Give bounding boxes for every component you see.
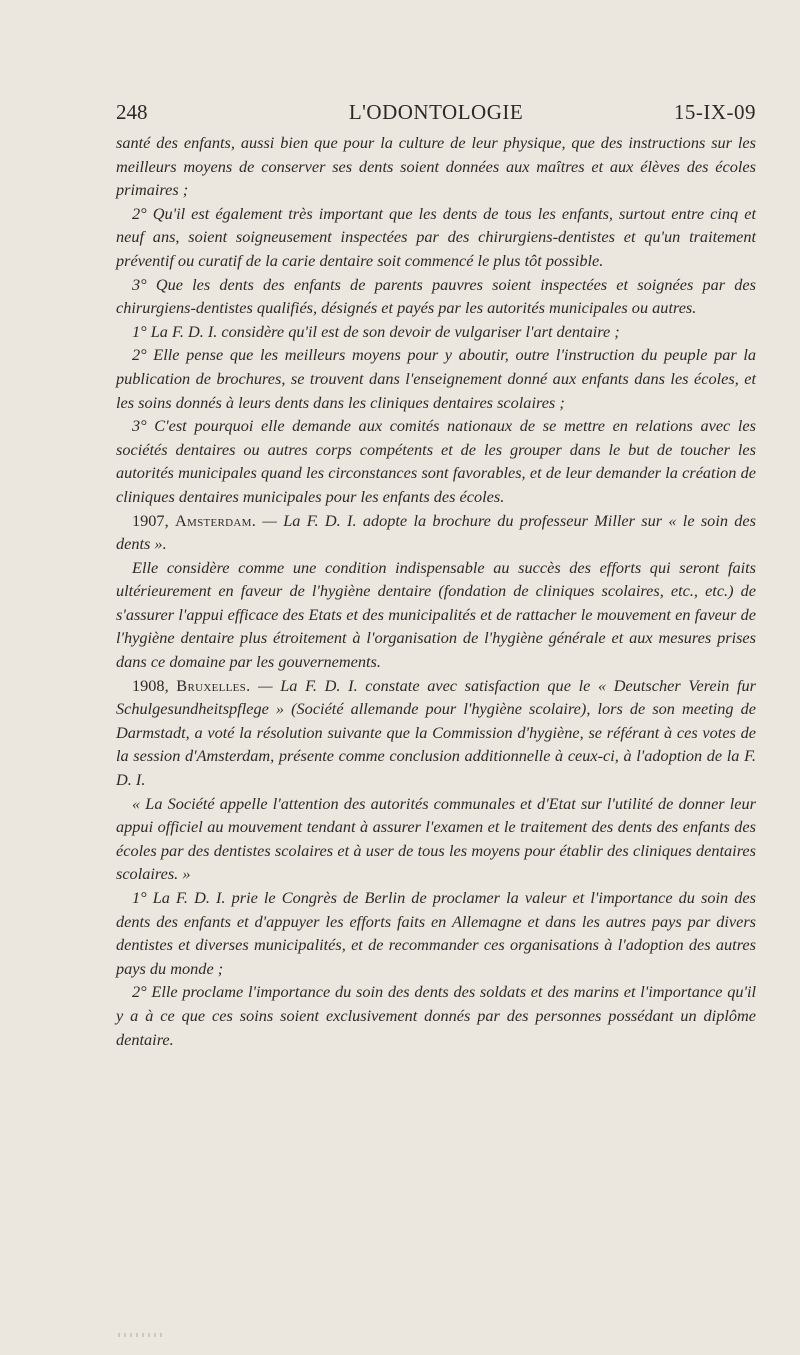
place-name: Amsterdam.: [174, 510, 257, 530]
paragraph-text: — La F. D. I. adopte la brochure du professeur Miller sur « le soin des dents ».: [116, 510, 756, 554]
paragraph: 3° C'est pourquoi elle demande aux comités nationaux de se mettre en relations avec les sociétés dentaires ou autres corps compétents et de les grouper dans le but de toucher les autorités municipales quand les circonstances sont favorables, et de leur demander la création de cliniques dentaires municipales pour les enfants des écoles.: [116, 416, 756, 506]
body-text: [116, 131, 756, 1051]
paragraph: 3° Que les dents des enfants de parents pauvres soient inspectées et soignées par des chirurgiens-dentistes qualifiés, désignés et payés par les autorités municipales ou autres.: [116, 274, 756, 318]
paragraph: santé des enfants, aussi bien que pour la culture de leur physique, que des instructions sur les meilleurs moyens de conserver ses dents soient données aux maîtres et aux élèves des écoles primaires ;: [116, 133, 756, 200]
year: 1908,: [132, 675, 169, 695]
place-name: Bruxelles.: [176, 675, 251, 695]
paragraph: 1° La F. D. I. considère qu'il est de son devoir de vulgariser l'art dentaire ;: [132, 321, 620, 341]
issue-date: 15-IX-09: [673, 100, 756, 124]
paragraph: 2° Qu'il est également très important que les dents de tous les enfants, surtout entre cinq et neuf ans, soient soigneusement inspectées par des chirurgiens-dentistes et qu'un traitement préventif ou curatif de la carie dentaire soit commencé le plus tôt possible.: [116, 203, 756, 270]
page-number: 248: [116, 100, 148, 124]
year: 1907,: [132, 510, 169, 530]
paragraph: Elle considère comme une condition indispensable au succès des efforts qui seront faits ultérieurement en faveur de l'hygiène dentaire (fondation de cliniques scolaires, etc., etc.) de s'assurer l'appui efficace des Etats et des municipalités et de rattacher le mouvement en faveur de l'hygiène dentaire plus étroitement à l'organisation de l'hygiène générale et aux mesures prises dans ce domaine par les gouvernements.: [116, 557, 756, 672]
journal-title: L'ODONTOLOGIE: [348, 100, 524, 124]
paragraph: 1° La F. D. I. prie le Congrès de Berlin de proclamer la valeur et l'importance du soin des dents des enfants et d'appuyer les efforts faits en Allemagne et dans les autres pays par divers dentistes et diverses municipalités, et de recommander ces organisations à l'adoption des autres pays du monde ;: [116, 888, 756, 978]
paragraph: 2° Elle pense que les meilleurs moyens pour y aboutir, outre l'instruction du peuple par la publication de brochures, se trouvent dans l'enseignement donné aux enfants dans les écoles, et les soins donnés à leurs dents dans les cliniques dentaires scolaires ;: [116, 345, 756, 412]
running-header: [116, 100, 756, 130]
paragraph: « La Société appelle l'attention des autorités communales et d'Etat sur l'utilité de donner leur appui officiel au mouvement tendant à assurer l'examen et le traitement des dents des enfants des écoles par des dentistes scolaires et à user de tous les moyens pour établir des cliniques dentaires scolaires. »: [116, 793, 756, 884]
paragraph-text: — La F. D. I. constate avec satisfaction que le « Deutscher Verein fur Schulgesundheitspflege » (Société allemande pour l'hygiène scolaire), lors de son meeting de Darmstadt, a voté la résolution suivante que la Commission d'hygiène, se référant à ces votes de la session d'Amsterdam, présente comme conclusion additionnelle à ceux-ci, à l'adoption de la F. D. I.: [116, 675, 756, 790]
paragraph-bruxelles-1908: [116, 674, 756, 792]
paragraph-amsterdam-1907: [116, 509, 756, 556]
paragraph: 2° Elle proclame l'importance du soin des dents des soldats et des marins et l'importance qu'il y a à ce que ces soins soient exclusivement donnés par des personnes possédant un diplôme dentaire.: [116, 982, 756, 1049]
page-smudge: [118, 1333, 162, 1337]
